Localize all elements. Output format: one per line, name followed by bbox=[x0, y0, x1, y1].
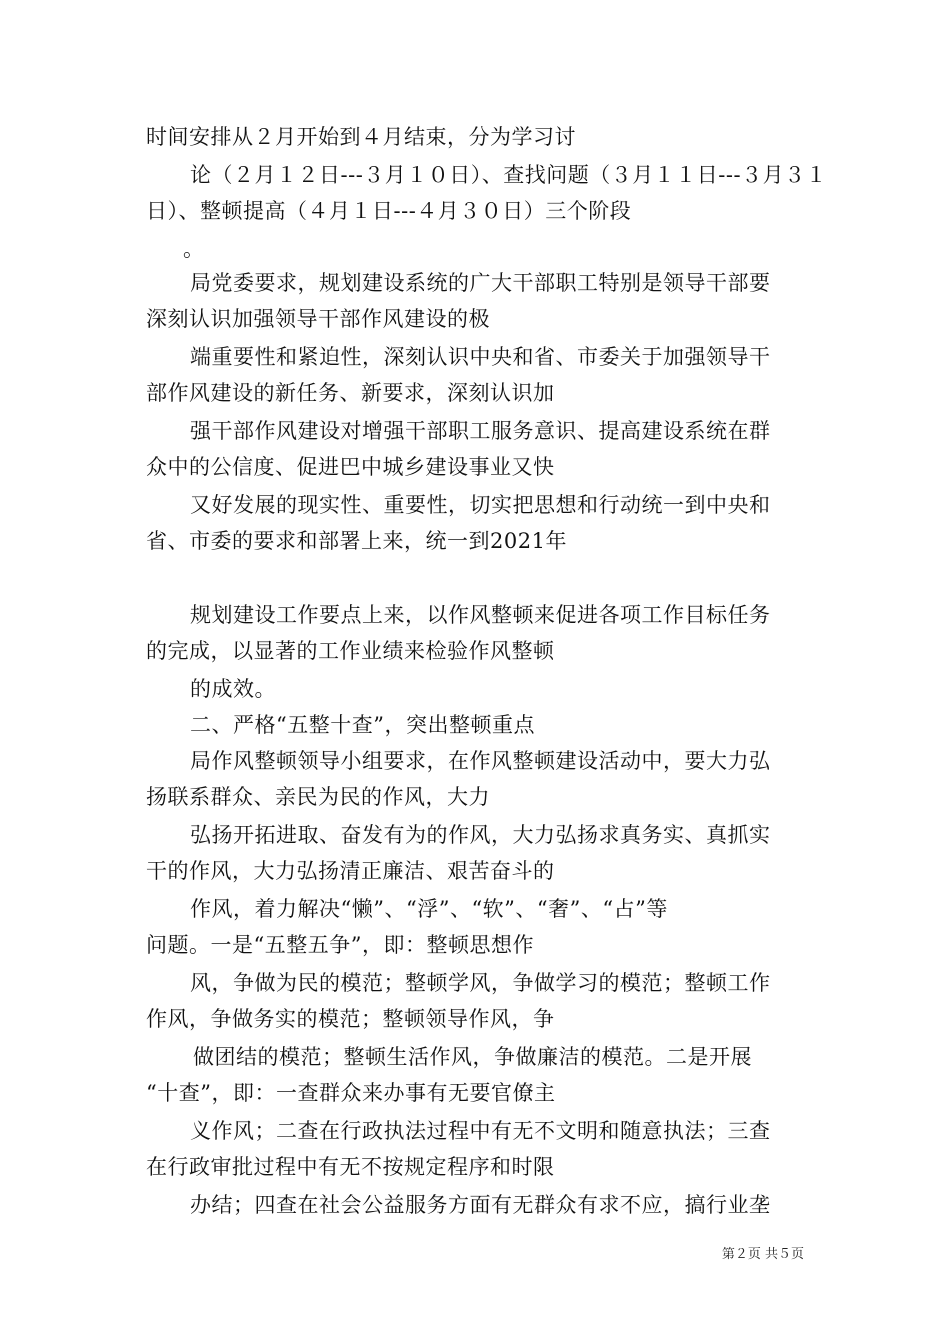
text-line: 办结；四查在社会公益服务方面有无群众有求不应，搞行业垄 bbox=[190, 1193, 771, 1217]
text-line: 局党委要求，规划建设系统的广大干部职工特别是领导干部要 bbox=[190, 271, 771, 295]
text-line: 作风，争做务实的模范；整顿领导作风，争 bbox=[146, 1007, 555, 1031]
text-line: 在行政审批过程中有无不按规定程序和时限 bbox=[146, 1155, 555, 1179]
text-line: “十查”，即：一查群众来办事有无要官僚主 bbox=[146, 1081, 556, 1105]
text-line: 风，争做为民的模范；整顿学风，争做学习的模范；整顿工作 bbox=[190, 971, 771, 995]
text-line: 日）、整顿提高（４月１日---４月３０日）三个阶段 bbox=[146, 199, 632, 223]
text-line: 做团结的模范；整顿生活作风，争做廉洁的模范。二是开展 bbox=[193, 1045, 752, 1069]
text-line: 深刻认识加强领导干部作风建设的极 bbox=[146, 307, 490, 331]
text-line: 扬联系群众、亲民为民的作风，大力 bbox=[146, 785, 490, 809]
text-line: 端重要性和紧迫性，深刻认识中央和省、市委关于加强领导干 bbox=[190, 345, 771, 369]
text-line: 省、市委的要求和部署上来，统一到2021年 bbox=[146, 529, 567, 553]
text-line: 。 bbox=[183, 237, 205, 261]
text-line: 的成效。 bbox=[190, 677, 276, 701]
text-line: 又好发展的现实性、重要性，切实把思想和行动统一到中央和 bbox=[190, 493, 771, 517]
section-heading: 二、严格“五整十查”，突出整顿重点 bbox=[190, 713, 535, 737]
text-line: 规划建设工作要点上来，以作风整顿来促进各项工作目标任务 bbox=[190, 603, 771, 627]
text-line: 弘扬开拓进取、奋发有为的作风，大力弘扬求真务实、真抓实 bbox=[190, 823, 771, 847]
text-line: 义作风；二查在行政执法过程中有无不文明和随意执法；三查 bbox=[190, 1119, 771, 1143]
text-line: 局作风整顿领导小组要求，在作风整顿建设活动中，要大力弘 bbox=[190, 749, 771, 773]
page-number: 第２页 共５页 bbox=[721, 1247, 804, 1262]
text-line: 强干部作风建设对增强干部职工服务意识、提高建设系统在群 bbox=[190, 419, 771, 443]
text-line: 作风，着力解决“懒”、“浮”、“软”、“奢”、“占”等 bbox=[190, 897, 668, 921]
text-line: 干的作风，大力弘扬清正廉洁、艰苦奋斗的 bbox=[146, 859, 555, 883]
text-line: 众中的公信度、促进巴中城乡建设事业又快 bbox=[146, 455, 555, 479]
text-line: 部作风建设的新任务、新要求，深刻认识加 bbox=[146, 381, 555, 405]
text-line: 的完成，以显著的工作业绩来检验作风整顿 bbox=[146, 639, 555, 663]
text-line: 论（２月１２日---３月１０日）、查找问题（３月１１日---３月３１ bbox=[190, 163, 828, 187]
text-line: 问题。一是“五整五争”，即：整顿思想作 bbox=[146, 933, 534, 957]
text-line: 时间安排从２月开始到４月结束，分为学习讨 bbox=[146, 125, 576, 149]
